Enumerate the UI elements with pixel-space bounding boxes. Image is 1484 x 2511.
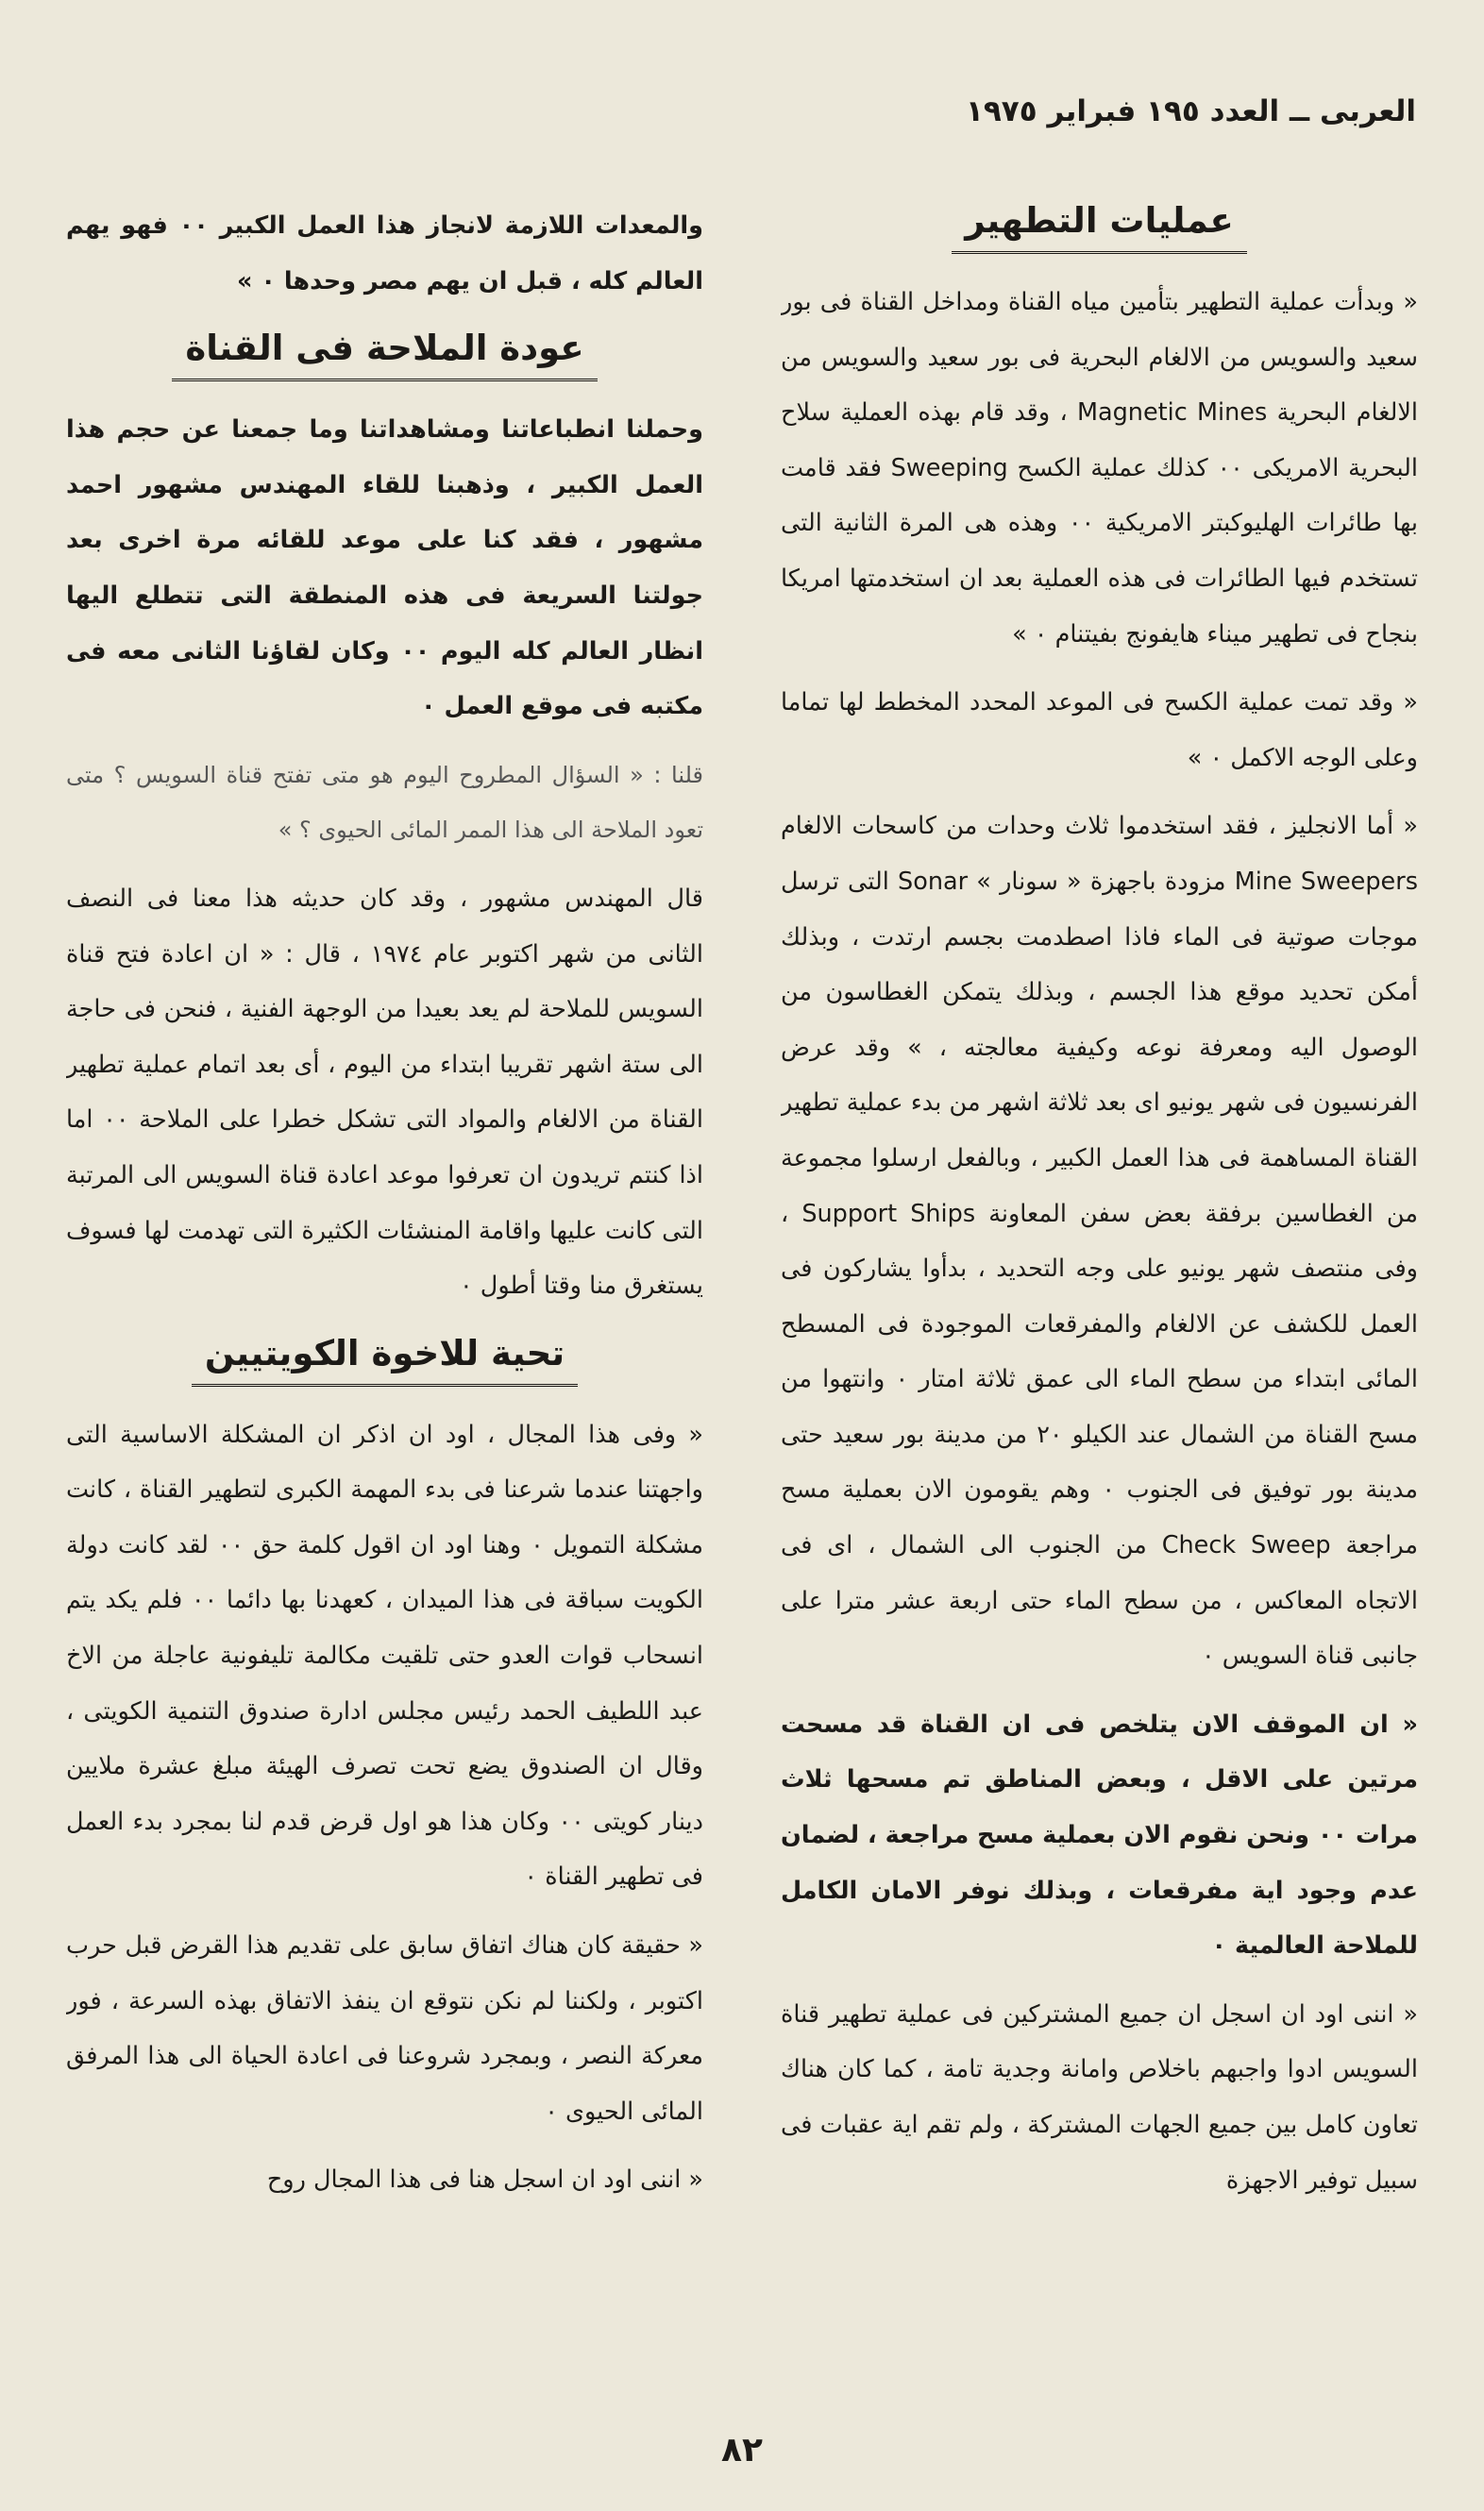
right-column <box>781 189 1418 2398</box>
paragraph: « وقد تمت عملية الكسح فى الموعد المحدد المخطط لها تماما وعلى الوجه الاكمل ٠ » <box>781 688 1418 772</box>
section-heading-kuwait-tribute: تحية للاخوة الكويتيين <box>66 1327 703 1387</box>
section-heading-navigation-return: عودة الملاحة فى القناة <box>66 322 703 381</box>
left-column <box>66 198 703 2407</box>
paragraph: « وبدأت عملية التطهير بتأمين مياه القناة ومداخل القناة فى بور سعيد والسويس من الالغام البحرية فى بور سعيد والسويس من الالغام البحرية Magnetic Mines ، وقد قام بهذه العملية سلاح البحرية الامريكى ٠٠ كذلك عملية الكسح Sweeping فقد قامت بها طائرات الهليوكبتر الامريكية ٠٠ وهذه هى المرة الثانية التى تستخدم فيها الطائرات فى هذه العملية بعد ان استخدمتها امريكا بنجاح فى تطهير ميناء هايفونج بفيتنام ٠ » <box>781 288 1418 649</box>
paragraph: قال المهندس مشهور ، وقد كان حديثه هذا معنا فى النصف الثانى من شهر اكتوبر عام ١٩٧٤ ، قال : « ان اعادة فتح قناة السويس للملاحة لم يعد بعيدا من الوجهة الفنية ، فنحن فى حاجة الى ستة اشهر تقريبا ابتداء من اليوم ، أى بعد اتمام عملية تطهير القناة من الالغام والمواد التى تشكل خطرا على الملاحة ٠٠ اما اذا كنتم تريدون ان تعرفوا موعد اعادة قناة السويس الى المرتبة التى كانت عليها واقامة المنشئات الكثيرة التى تهدمت لها فسوف يستغرق منا وقتا أطول ٠ <box>66 884 703 1301</box>
paragraph: « اننى اود ان اسجل هنا فى هذا المجال روح <box>266 2166 703 2195</box>
paragraph: والمعدات اللازمة لانجاز هذا العمل الكبير ٠٠ فهو يهم العالم كله ، قبل ان يهم مصر وحدها ٠ » <box>66 211 703 295</box>
section-heading-cleanup: عمليات التطهير <box>781 194 1418 254</box>
paragraph: « ان الموقف الان يتلخص فى ان القناة قد مسحت مرتين على الاقل ، وبعض المناطق تم مسحها ثلاث مرات ٠٠ ونحن نقوم الان بعملية مسح مراجعة ، لضمان عدم وجود اية مفرقعات ، وبذلك نوفر الامان الكامل للملاحة العالمية ٠ <box>781 1710 1418 1961</box>
paragraph: « اننى اود ان اسجل ان جميع المشتركين فى عملية تطهير قناة السويس ادوا واجبهم باخلاص وامانة وجدية تامة ، كما كان هناك تعاون كامل بين جميع الجهات المشتركة ، ولم تقم اية عقبات فى سبيل توفير الاجهزة <box>781 1999 1418 2195</box>
paragraph: « أما الانجليز ، فقد استخدموا ثلاث وحدات من كاسحات الالغام Mine Sweepers مزودة باجهزة « سونار » Sonar التى ترسل موجات صوتية فى الماء فاذا اصطدمت بجسم ارتدت ، وبذلك أمكن تحديد موقع هذا الجسم ، وبذلك يتمكن الغطاسون من الوصول اليه ومعرفة نوعه وكيفية معالجته ، » وقد عرض الفرنسيون فى شهر يونيو اى بعد ثلاثة اشهر من بدء عملية تطهير القناة المساهمة فى هذا العمل الكبير ، وبالفعل ارسلوا مجموعة من الغطاسين برفقة بعض سفن المعاونة Support Ships ، وفى منتصف شهر يونيو على وجه التحديد ، بدأوا يشاركون فى العمل للكشف عن الالغام والمفرقعات الموجودة فى المسطح المائى ابتداء من سطح الماء الى عمق ثلاثة امتار ٠ وانتهوا من مسح القناة من الشمال عند الكيلو ٢٠ من مدينة بور سعيد حتى مدينة بور توفيق فى الجنوب ٠ وهم يقومون الان بعملية مسح مراجعة Check Sweep من الجنوب الى الشمال ، اى فى الاتجاه المعاكس ، من سطح الماء حتى اربعة عشر مترا على جانبى قناة السويس ٠ <box>781 812 1418 1671</box>
running-head: العربى ــ العدد ١٩٥ فبراير ١٩٧٥ <box>965 94 1416 128</box>
paragraph: « حقيقة كان هناك اتفاق سابق على تقديم هذا القرض قبل حرب اكتوبر ، ولكننا لم نكن نتوقع ان ينفذ الاتفاق بهذه السرعة ، فور معركة النصر ، وبمجرد شروعنا فى اعادة الحياة الى هذا المرفق المائى الحيوى ٠ <box>66 1931 703 2126</box>
paragraph: وحملنا انطباعاتنا ومشاهداتنا وما جمعنا عن حجم هذا العمل الكبير ، وذهبنا للقاء المهندس مشهور احمد مشهور ، فقد كنا على موعد للقائه مرة اخرى بعد جولتنا السريعة فى هذه المنطقة التى تتطلع اليها انظار العالم كله اليوم ٠٠ وكان لقاؤنا الثانى معه فى مكتبه فى موقع العمل ٠ <box>66 415 703 721</box>
question-paragraph: قلنا : « السؤال المطروح اليوم هو متى تفتح قناة السويس ؟ متى تعود الملاحة الى هذا الممر المائى الحيوى ؟ » <box>66 761 703 844</box>
paragraph: « وفى هذا المجال ، اود ان اذكر ان المشكلة الاساسية التى واجهتنا عندما شرعنا فى بدء المهمة الكبرى لتطهير القناة ، كانت مشكلة التمويل ٠ وهنا اود ان اقول كلمة حق ٠٠ لقد كانت دولة الكويت سباقة فى هذا الميدان ، كعهدنا بها دائما ٠٠ فلم يكد يتم انسحاب قوات العدو حتى تلقيت مكالمة تليفونية عاجلة من الاخ عبد اللطيف الحمد رئيس مجلس ادارة صندوق التنمية الكويتى ، وقال ان الصندوق يضع تحت تصرف الهيئة مبلغ عشرة ملايين دينار كويتى ٠٠ وكان هذا هو اول قرض قدم لنا بمجرد بدء العمل فى تطهير القناة ٠ <box>66 1420 703 1892</box>
page-number: ٨٢ <box>721 2431 763 2469</box>
